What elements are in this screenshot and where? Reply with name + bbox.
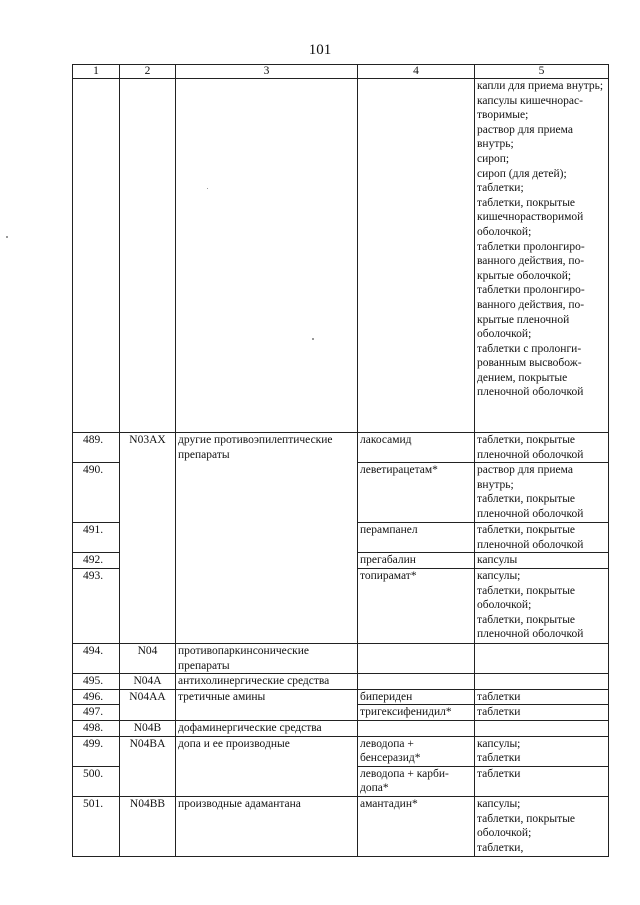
table-row (73, 643, 609, 673)
row-number: 497. (73, 705, 120, 721)
row-number: 500. (73, 766, 120, 796)
atc-group: допа и ее производные (176, 736, 358, 796)
row-number: 492. (73, 553, 120, 569)
atc-code: N04BB (120, 796, 176, 856)
scan-speck (6, 236, 8, 238)
table-row (73, 736, 609, 766)
dosage-form (475, 674, 609, 690)
atc-group: антихолинергические средства (176, 674, 358, 690)
dosage-form (475, 79, 609, 433)
drug-name: леветирацетам* (358, 463, 475, 523)
row-number: 495. (73, 674, 120, 690)
dosage-form (475, 736, 609, 766)
drug-name: амантадин* (358, 796, 475, 856)
drug-name (358, 643, 475, 673)
column-header: 5 (475, 65, 609, 79)
dosage-form-text: капли для приема внутрь; капсулы кишечнорас-творимые; раствор для приема внутрь; сироп; сироп (для детей); таблетки; таблетки, покрытые кишечнорастворимой оболочкой; таблетки пролонгиро-ванного действия, по-крытые оболочкой; таблетки пролонгиро-ванного действия, по-крытые пленочной оболочкой; таблетки с пролонги-рованным высвобож-дением, покрытые пленочной оболочкой (477, 80, 604, 399)
atc-group: третичные амины (176, 689, 358, 720)
table-row (73, 674, 609, 690)
table-row (73, 720, 609, 736)
column-header: 1 (73, 65, 120, 79)
dosage-form: таблетки (475, 689, 609, 705)
column-header: 3 (176, 65, 358, 79)
drug-name: бипериден (358, 689, 475, 705)
dosage-form (475, 568, 609, 643)
drug-name: леводопа + бенсеразид* (358, 736, 475, 766)
dosage-form: капсулы (475, 553, 609, 569)
dosage-form: таблетки (475, 766, 609, 796)
table-row (73, 689, 609, 705)
atc-code: N04AA (120, 689, 176, 720)
atc-code: N04A (120, 674, 176, 690)
row-number: 496. (73, 689, 120, 705)
medication-table (72, 64, 609, 857)
atc-code: N04 (120, 643, 176, 673)
row-number: 498. (73, 720, 120, 736)
row-number: 499. (73, 736, 120, 766)
row-number: 490. (73, 463, 120, 523)
dosage-form (475, 463, 609, 523)
dosage-form: таблетки, покрытые пленочной оболочкой (475, 433, 609, 463)
drug-name: прегабалин (358, 553, 475, 569)
table-row (73, 433, 609, 463)
table-row (73, 796, 609, 856)
dosage-form: таблетки (475, 705, 609, 721)
column-header: 4 (358, 65, 475, 79)
dosage-form-text: капсулы; таблетки (477, 737, 521, 765)
atc-group (176, 79, 358, 433)
atc-group: дофаминергические средства (176, 720, 358, 736)
table-row (73, 79, 609, 433)
drug-name (358, 79, 475, 433)
scan-speck (207, 188, 208, 189)
atc-group: противопаркинсонические препараты (176, 643, 358, 673)
row-number: 494. (73, 643, 120, 673)
page-number: 101 (308, 42, 332, 58)
drug-name (358, 674, 475, 690)
drug-name (358, 720, 475, 736)
dosage-form-text: раствор для приема внутрь; таблетки, покрытые пленочной оболочкой (477, 464, 584, 520)
drug-name: лакосамид (358, 433, 475, 463)
drug-name: перампанел (358, 523, 475, 553)
dosage-form: таблетки, покрытые пленочной оболочкой (475, 523, 609, 553)
atc-code: N04B (120, 720, 176, 736)
row-number: 501. (73, 796, 120, 856)
drug-name: тригексифенидил* (358, 705, 475, 721)
atc-code: N04BA (120, 736, 176, 796)
dosage-form-text: капсулы; таблетки, покрытые оболочкой; таблетки, (477, 797, 576, 854)
column-header: 2 (120, 65, 176, 79)
row-number: 493. (73, 568, 120, 643)
dosage-form (475, 643, 609, 673)
drug-name: топирамат* (358, 568, 475, 643)
row-number (73, 79, 120, 433)
table-header-row (73, 65, 609, 79)
atc-group: производные адамантана (176, 796, 358, 856)
dosage-form (475, 720, 609, 736)
row-number: 489. (73, 433, 120, 463)
atc-group: другие противоэпилептические препараты (176, 433, 358, 644)
atc-code: N03AX (120, 433, 176, 644)
dosage-form (475, 796, 609, 856)
dosage-form-text: капсулы; таблетки, покрытые оболочкой; таблетки, покрытые пленочной оболочкой (477, 569, 584, 641)
drug-name: леводопа + карби-допа* (358, 766, 475, 796)
atc-code (120, 79, 176, 433)
scan-speck (312, 338, 314, 340)
row-number: 491. (73, 523, 120, 553)
